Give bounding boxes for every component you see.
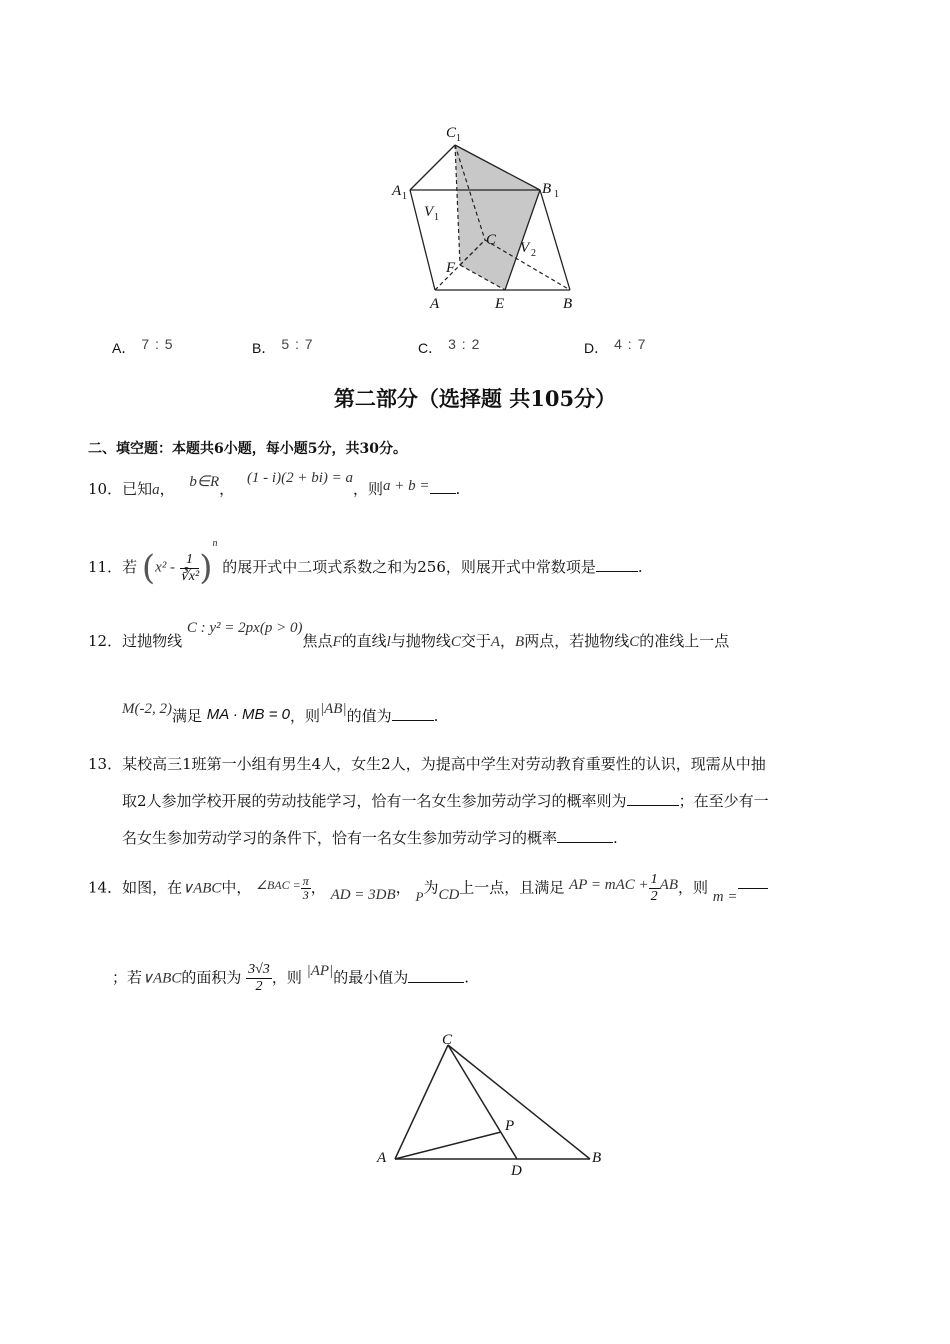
math-x2: x² - xyxy=(155,559,176,576)
option-c[interactable] xyxy=(418,338,480,358)
answer-blank[interactable] xyxy=(738,886,768,889)
fraction-half: $\frac{1}{2}$ xyxy=(650,872,658,904)
label-b: B xyxy=(563,296,573,312)
question-14-line2: ；若∨ABC的面积为 $\frac{3√3}{2}$ ，则 |AP|的最小值为 . xyxy=(112,962,469,994)
question-number: 14． xyxy=(88,878,123,897)
answer-blank[interactable] xyxy=(627,803,679,806)
fraction-area: $\frac{3√3}{2}$ xyxy=(248,962,270,994)
label-a: A xyxy=(377,1150,387,1166)
math-condition: (1 - i)(2 + bi) = a xyxy=(246,470,353,486)
label-p: P xyxy=(505,1118,515,1134)
label-sub: 1 xyxy=(554,189,559,200)
option-a[interactable] xyxy=(112,338,174,358)
shaded-section xyxy=(455,145,540,290)
label-b: B xyxy=(592,1150,602,1166)
math-ap-vector: AP = mAC + xyxy=(569,876,649,893)
math-b-in-r: b∈R xyxy=(189,474,220,490)
label-c: C xyxy=(442,1032,453,1048)
option-value: 4 : 7 xyxy=(614,336,647,352)
label-sub: 1 xyxy=(402,191,407,202)
option-value: 7 : 5 xyxy=(141,336,174,352)
answer-blank[interactable] xyxy=(408,980,464,983)
answer-blank[interactable] xyxy=(596,569,638,572)
math-ad: AD = 3DB xyxy=(330,886,396,903)
label-sub: 2 xyxy=(531,248,536,259)
label-b1: B xyxy=(542,181,552,197)
math-expr: a + b = xyxy=(383,478,430,494)
label-d: D xyxy=(511,1163,522,1179)
math-triangle: ∨ABC xyxy=(182,880,222,897)
question-14: 14．如图，在∨ABC中， $^{\angle BAC =}$ $\frac{\pi}{3}$ ， AD = 3DB， P为CD上一点，且满足 AP = mAC + $\frac{1}{2}$ AB，则 m = xyxy=(88,872,768,905)
option-label: C． xyxy=(418,340,443,356)
fraction-pi-3: $\frac{\pi}{3}$ xyxy=(302,874,309,902)
section-title: 第二部分（选择题 共105分） xyxy=(333,386,617,411)
label-a: A xyxy=(430,296,440,312)
question-12: 12．过抛物线 C : y² = 2px(p > 0)焦点F的直线l与抛物线C交于A，B两点，若抛物线C的准线上一点 xyxy=(88,620,730,650)
math-abs-ab: |AB| xyxy=(320,701,347,717)
question-number: 12． xyxy=(88,632,123,650)
label-c1: C xyxy=(446,125,457,141)
option-d[interactable] xyxy=(584,338,646,358)
option-label: B． xyxy=(252,340,276,356)
question-13: 13．某校高三1班第一小组有男生4人，女生2人，为提高中学生对劳动教育重要性的认识，现需从中抽 xyxy=(88,755,766,773)
label-v2: V xyxy=(520,240,530,256)
option-value: 5 : 7 xyxy=(281,336,314,352)
option-label: D． xyxy=(584,340,609,356)
var-a: a xyxy=(152,482,160,498)
question-12-line2: M(-2, 2)满足 MA · MB = 0，则|AB|的值为 . xyxy=(122,701,439,725)
question-11: 11．若 (x² - $\frac{1}{\text{∛x²}}$ )$^n$ 的展开式中二项式系数之和为256，则展开式中常数项是 . xyxy=(88,538,643,588)
math-point-m: M(-2, 2) xyxy=(122,701,172,717)
prism-figure xyxy=(380,115,580,315)
question-number: 13． xyxy=(88,755,123,773)
question-10: 10．已知a， b∈R， (1 - i)(2 + bi) = a，则a + b = . xyxy=(88,470,461,498)
math-parabola: C : y² = 2px(p > 0) xyxy=(186,620,303,636)
question-13-line2: 取2人参加学校开展的劳动技能学习，恰有一名女生参加劳动学习的概率则为 ；在至少有一 xyxy=(122,792,769,810)
label-e: E xyxy=(495,296,505,312)
question-number: 10． xyxy=(88,480,123,498)
triangle-figure xyxy=(370,1030,620,1180)
option-b[interactable] xyxy=(252,338,314,358)
answer-blank[interactable] xyxy=(557,840,613,843)
question-13-line3: 名女生参加劳动学习的条件下，恰有一名女生参加劳动学习的概率 . xyxy=(122,829,618,847)
label-sub: 1 xyxy=(456,133,461,144)
label-a1: A xyxy=(392,183,402,199)
math-dot-product: MA · MB = 0 xyxy=(206,706,290,723)
answer-blank[interactable] xyxy=(430,491,456,494)
label-v1: V xyxy=(424,204,434,220)
option-value: 3 : 2 xyxy=(448,336,481,352)
answer-blank[interactable] xyxy=(392,718,434,721)
label-sub: 1 xyxy=(434,212,439,223)
label-c: C xyxy=(486,232,497,248)
question-number: 11． xyxy=(88,558,123,576)
option-label: A． xyxy=(112,340,136,356)
label-f: F xyxy=(446,260,456,276)
section-intro: 二、填空题：本题共6小题，每小题5分，共30分。 xyxy=(88,441,407,457)
fraction: $\frac{1}{\text{∛x²}}$ xyxy=(179,551,200,584)
